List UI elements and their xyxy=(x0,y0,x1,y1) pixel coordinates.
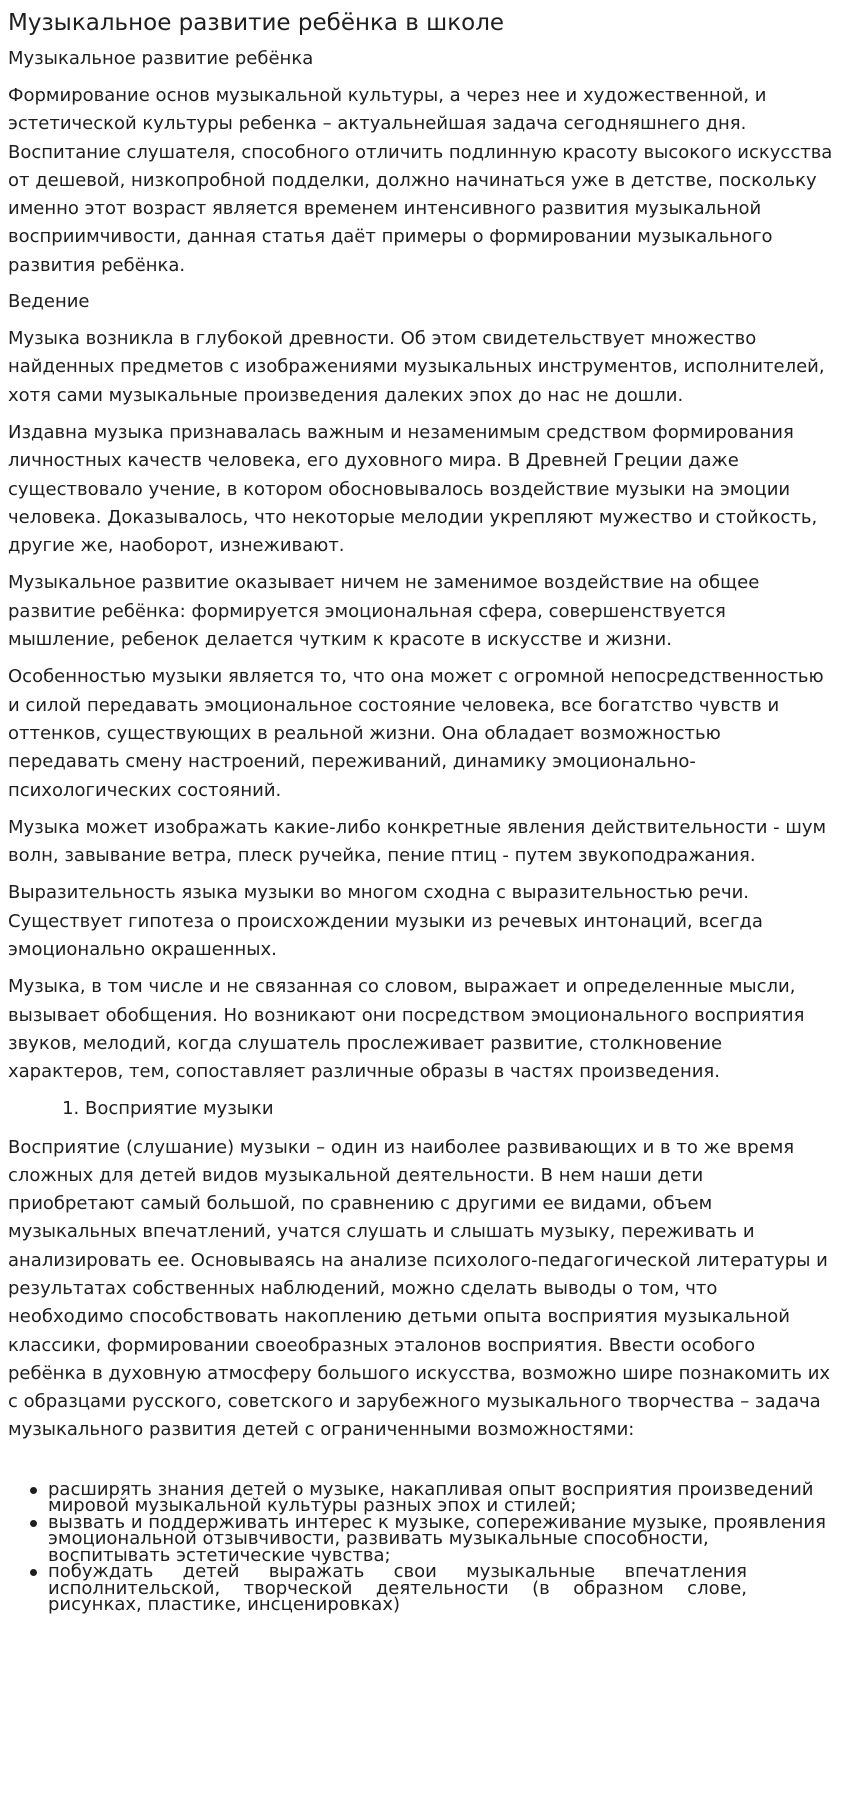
section-heading-perception: 1. Восприятие музыки xyxy=(85,1096,833,1122)
paragraph-6: Выразительность языка музыки во многом сходна с выразительностью речи. Существует гипотеза о происхождении музыки из речевых интонаций, всегда эмоционально окрашенных. xyxy=(8,882,763,961)
list-item xyxy=(48,1511,833,1566)
spacer xyxy=(8,1454,833,1482)
paragraph-4: Особенностью музыки является то, что она может с огромной непосредственностью и силой передавать эмоциональное состояние человека, все богатство чувств и оттенков, существующих в реальной жизни. Она обладает возможностью передавать смену настроений, переживаний, динамику эмоционально-психологических состояний. xyxy=(8,666,824,801)
bullet-icon xyxy=(30,1569,37,1576)
list-item xyxy=(48,1478,833,1517)
paragraph-1: Музыка возникла в глубокой древности. Об этом свидетельствует множество найденных предметов с изображениями музыкальных инструментов, исполнителей, хотя сами музыкальные произведения далеких эпох до нас не дошли. xyxy=(8,328,825,406)
bullet-icon xyxy=(30,1520,37,1527)
list-item-text: вызвать и поддерживать интерес к музыке, сопереживание музыке, проявления эмоциональной отзывчивости, развивать музыкальные способности, воспитывать эстетические чувства; xyxy=(48,1511,826,1566)
paragraph-5: Музыка может изображать какие-либо конкретные явления действительности - шум волн, завывание ветра, плеск ручейка, пение птиц - путем звукоподражания. xyxy=(8,816,827,867)
paragraph-7: Музыка, в том числе и не связанная со словом, выражает и определенные мысли, вызывает обобщения. Но возникают они посредством эмоционального восприятия звуков, мелодий, когда слушатель прослеживает развитие, столкновение характеров, тем, сопоставляет различные образы в частях произведения. xyxy=(8,976,805,1083)
list-item xyxy=(48,1561,833,1616)
abstract-paragraph: Формирование основ музыкальной культуры, а через нее и художественной, и эстетической культуры ребенка – актуальнейшая задача сегодняшнего дня. Воспитание слушателя, способного отличить подлинную красоту высокого искусства от дешевой, низкопробной подделки, должно начинаться уже в детстве, поскольку именно этот возраст является временем интенсивного развития музыкальной восприимчивости, данная статья даёт примеры о формировании музыкального развития ребёнка. xyxy=(8,85,833,276)
intro-heading: Ведение xyxy=(8,291,90,313)
list-item-text: расширять знания детей о музыке, накапливая опыт восприятия произведений мировой музыкальной культуры разных эпох и стилей; xyxy=(48,1478,814,1517)
section1-paragraph: Восприятие (слушание) музыки – один из наиболее развивающих и в то же время сложных для детей видов музыкальной деятельности. В нем наши дети приобретают самый большой, по сравнению с другими ее видами, объем музыкальных впечатлений, учатся слушать и слышать музыку, переживать и анализировать ее. Основываясь на анализе психолого-педагогической литературы и результатах собственных наблюдений, можно сделать выводы о том, что необходимо способствовать накоплению детьми опыта восприятия музыкальной классики, формировании своеобразных эталонов восприятия. Ввести особого ребёнка в духовную атмосферу большого искусства, возможно шире познакомить их с образцами русского, советского и зарубежного музыкального творчества – задача музыкального развития детей с ограниченными возможностями: xyxy=(8,1136,831,1441)
document-subtitle: Музыкальное развитие ребёнка xyxy=(8,48,314,69)
paragraph-3: Музыкальное развитие оказывает ничем не заменимое воздействие на общее развитие ребёнка: формируется эмоциональная сфера, совершенствуется мышление, ребенок делается чутким к красоте в искусстве и жизни. xyxy=(8,572,760,651)
goals-list xyxy=(8,1478,833,1616)
section-list xyxy=(8,1096,833,1122)
list-item-text: побуждать детей выражать свои музыкальные впечатления исполнительской, творческой деятельности (в образном слове, рисунках, пластике, инсценировках) xyxy=(48,1561,747,1616)
paragraph-2: Издавна музыка признавалась важным и незаменимым средством формирования личностных качеств человека, его духовного мира. В Древней Греции даже существовало учение, в котором обосновывалось воздействие музыки на эмоции человека. Доказывалось, что некоторые мелодии укрепляют мужество и стойкость, другие же, наоборот, изнеживают. xyxy=(8,421,818,557)
page-title: Музыкальное развитие ребёнка в школе xyxy=(8,10,505,36)
bullet-icon xyxy=(30,1487,37,1494)
